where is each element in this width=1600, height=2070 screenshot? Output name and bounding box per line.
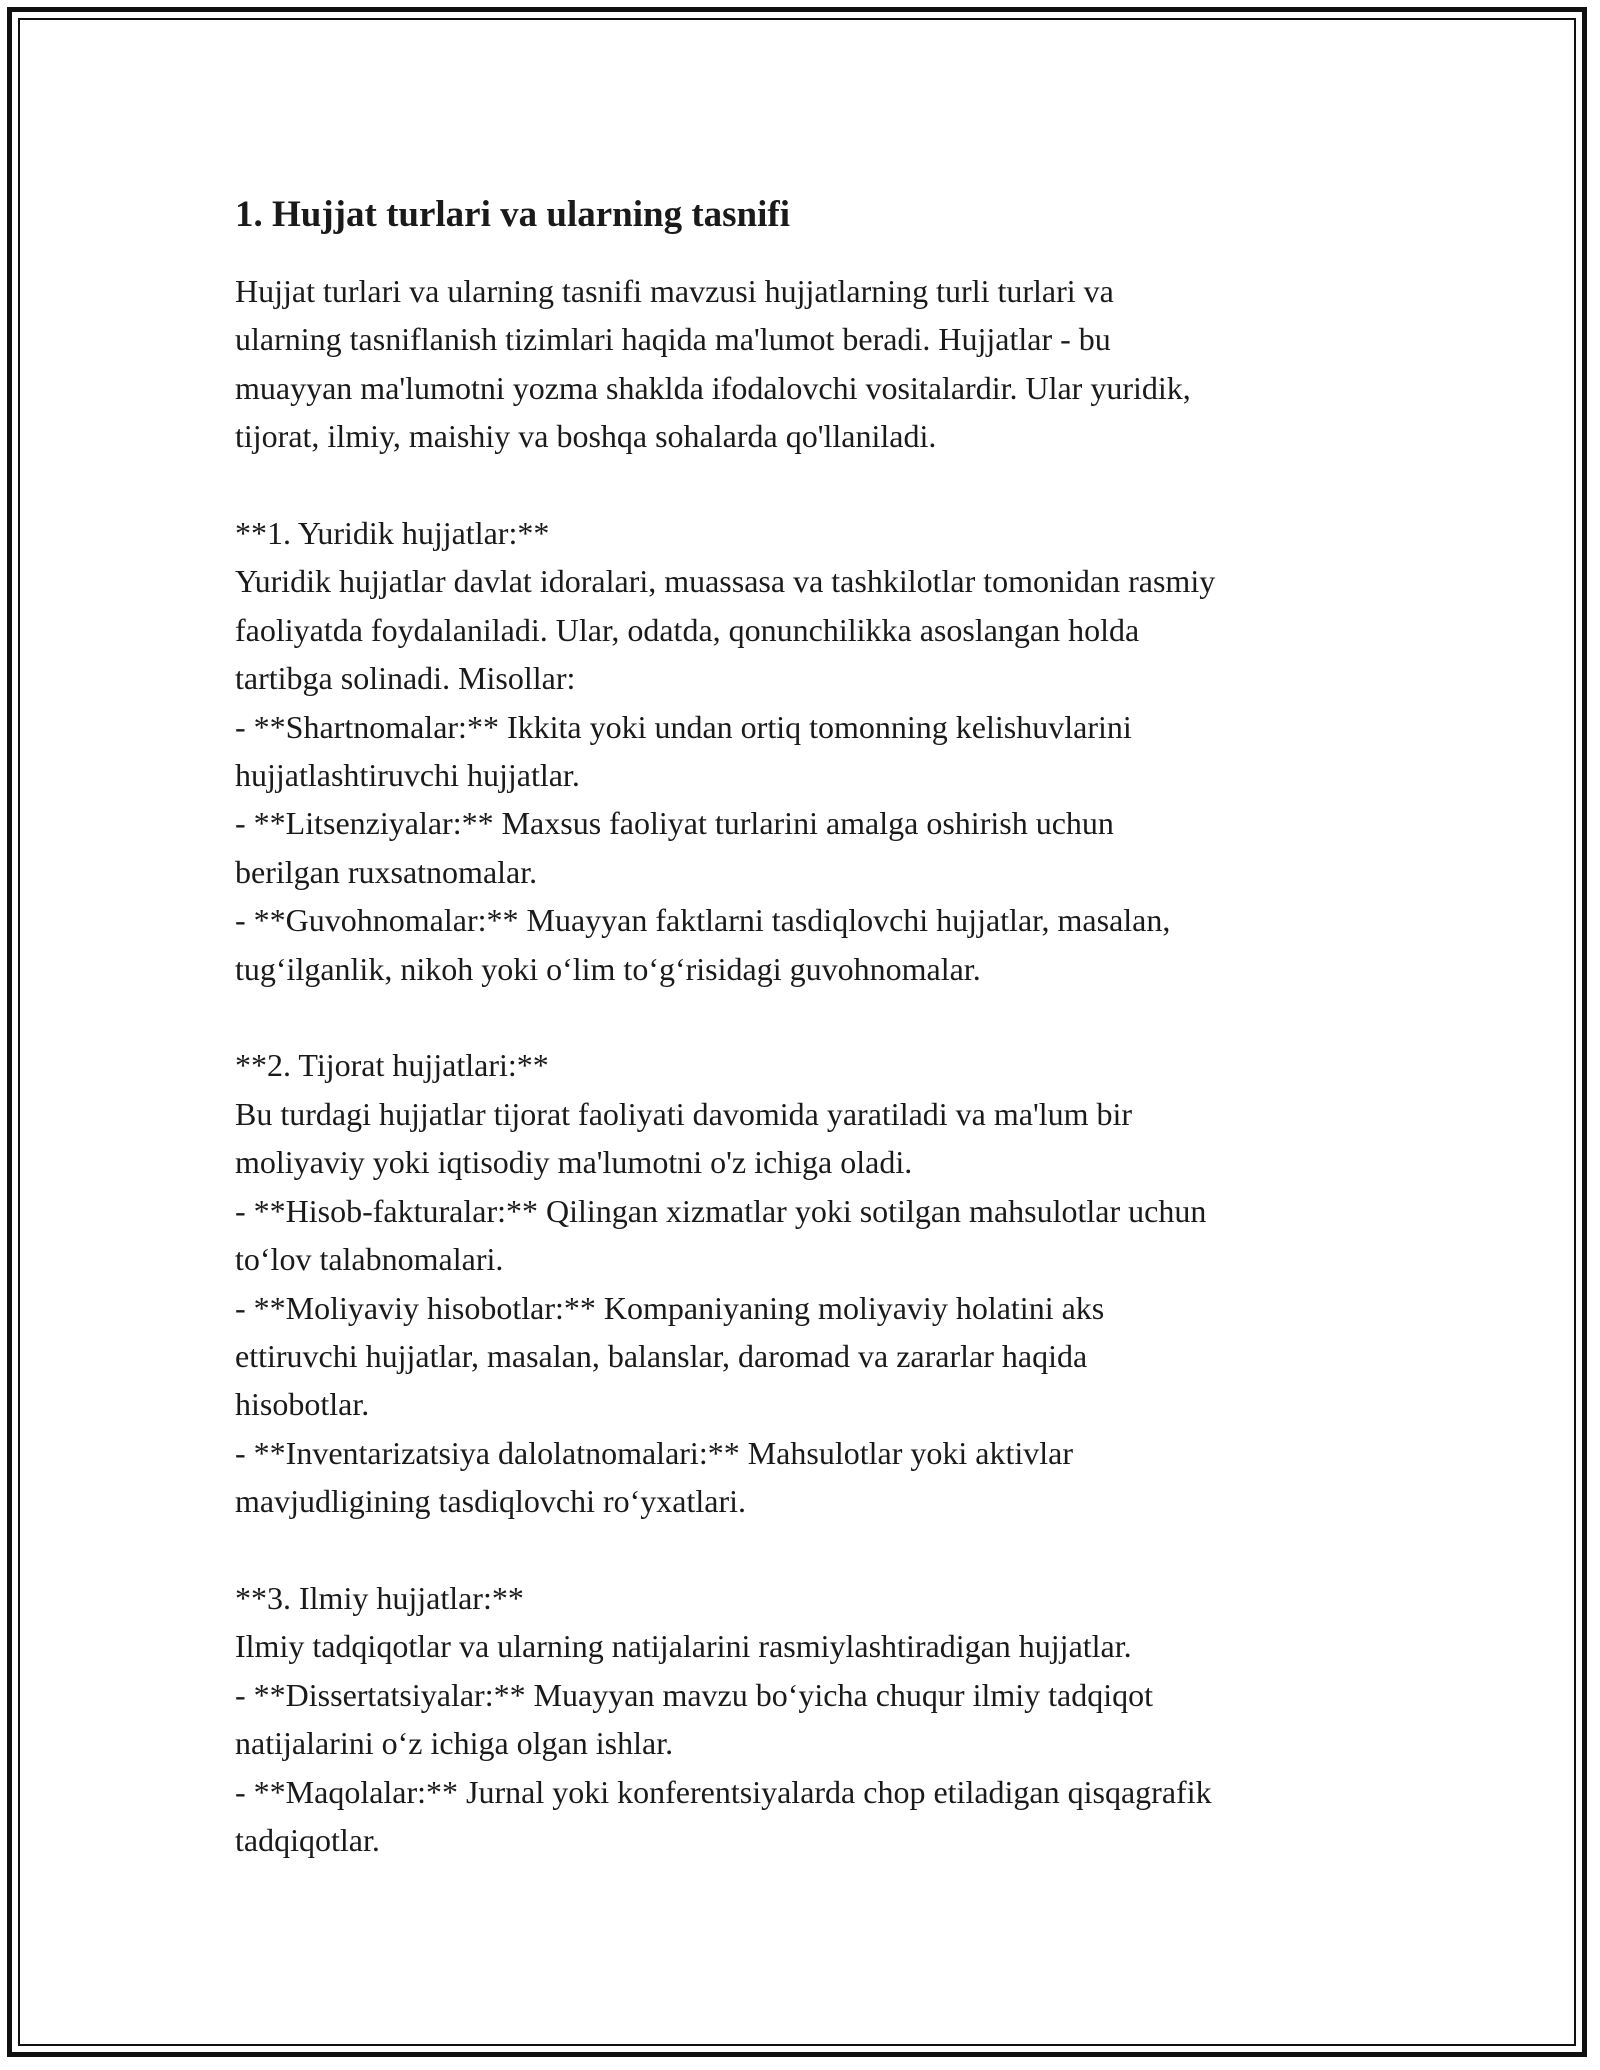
section-line: Ilmiy tadqiqotlar va ularning natijalarini rasmiylashtiradigan hujjatlar. xyxy=(235,1628,1132,1665)
list-item-line: berilgan ruxsatnomalar. xyxy=(235,853,538,890)
section-line: tartibga solinadi. Misollar: xyxy=(235,660,576,697)
paragraph-gap xyxy=(235,1526,1375,1574)
list-item-line: to‘lov talabnomalari. xyxy=(235,1241,504,1278)
list-item-line: tug‘ilganlik, nikoh yoki o‘lim to‘g‘risidagi guvohnomalar. xyxy=(235,950,981,987)
paragraph-gap xyxy=(235,461,1375,509)
list-item-line: - **Shartnomalar:** Ikkita yoki undan ortiq tomonning kelishuvlarini xyxy=(235,708,1132,745)
document-title: 1. Hujjat turlari va ularning tasnifi xyxy=(235,194,791,235)
paragraph-gap xyxy=(235,993,1375,1041)
section-legal-documents xyxy=(235,509,1375,993)
intro-line: Hujjat turlari va ularning tasnifi mavzusi hujjatlarning turli turlari va xyxy=(235,273,1114,309)
list-item-line: hisobotlar. xyxy=(235,1386,370,1423)
list-item-line: - **Guvohnomalar:** Muayyan faktlarni tasdiqlovchi hujjatlar, masalan, xyxy=(235,902,1171,939)
section-line: moliyaviy yoki iqtisodiy ma'lumotni o'z ichiga oladi. xyxy=(235,1144,913,1181)
document-body xyxy=(235,187,1375,1864)
list-item-line: ettiruvchi hujjatlar, masalan, balanslar, daromad va zararlar haqida xyxy=(235,1337,1088,1374)
list-item-line: - **Hisob-fakturalar:** Qilingan xizmatlar yoki sotilgan mahsulotlar uchun xyxy=(235,1192,1207,1229)
section-line: Yuridik hujjatlar davlat idoralari, muassasa va tashkilotlar tomonidan rasmiy xyxy=(235,563,1216,600)
section-line: Bu turdagi hujjatlar tijorat faoliyati davomida yaratiladi va ma'lum bir xyxy=(235,1095,1133,1132)
section-line: faoliyatda foydalaniladi. Ular, odatda, qonunchilikka asoslangan holda xyxy=(235,611,1140,648)
section-commercial-documents xyxy=(235,1041,1375,1525)
intro-line: tijorat, ilmiy, maishiy va boshqa sohalarda qo'llaniladi. xyxy=(235,418,937,455)
section-heading: **2. Tijorat hujjatlari:** xyxy=(235,1047,549,1084)
section-heading: **3. Ilmiy hujjatlar:** xyxy=(235,1579,524,1616)
list-item-line: - **Inventarizatsiya dalolatnomalari:** Mahsulotlar yoki aktivlar xyxy=(235,1434,1073,1471)
list-item-line: mavjudligining tasdiqlovchi ro‘yxatlari. xyxy=(235,1483,747,1520)
list-item-line: natijalarini o‘z ichiga olgan ishlar. xyxy=(235,1725,674,1762)
list-item-line: hujjatlashtiruvchi hujjatlar. xyxy=(235,757,580,794)
list-item-line: - **Litsenziyalar:** Maxsus faoliyat turlarini amalga oshirish uchun xyxy=(235,805,1114,842)
intro-line: ularning tasniflanish tizimlari haqida ma'lumot beradi. Hujjatlar - bu xyxy=(235,321,1111,358)
intro-paragraph xyxy=(235,267,1375,461)
list-item-line: - **Moliyaviy hisobotlar:** Kompaniyaning moliyaviy holatini aks xyxy=(235,1289,1105,1326)
section-heading: **1. Yuridik hujjatlar:** xyxy=(235,515,550,552)
intro-line: muayyan ma'lumotni yozma shaklda ifodalovchi vositalardir. Ular yuridik, xyxy=(235,369,1191,406)
list-item-line: - **Dissertatsiyalar:** Muayyan mavzu bo‘yicha chuqur ilmiy tadqiqot xyxy=(235,1676,1153,1713)
section-scientific-documents xyxy=(235,1574,1375,1864)
list-item-line: - **Maqolalar:** Jurnal yoki konferentsiyalarda chop etiladigan qisqagrafik xyxy=(235,1773,1212,1810)
list-item-line: tadqiqotlar. xyxy=(235,1821,380,1858)
